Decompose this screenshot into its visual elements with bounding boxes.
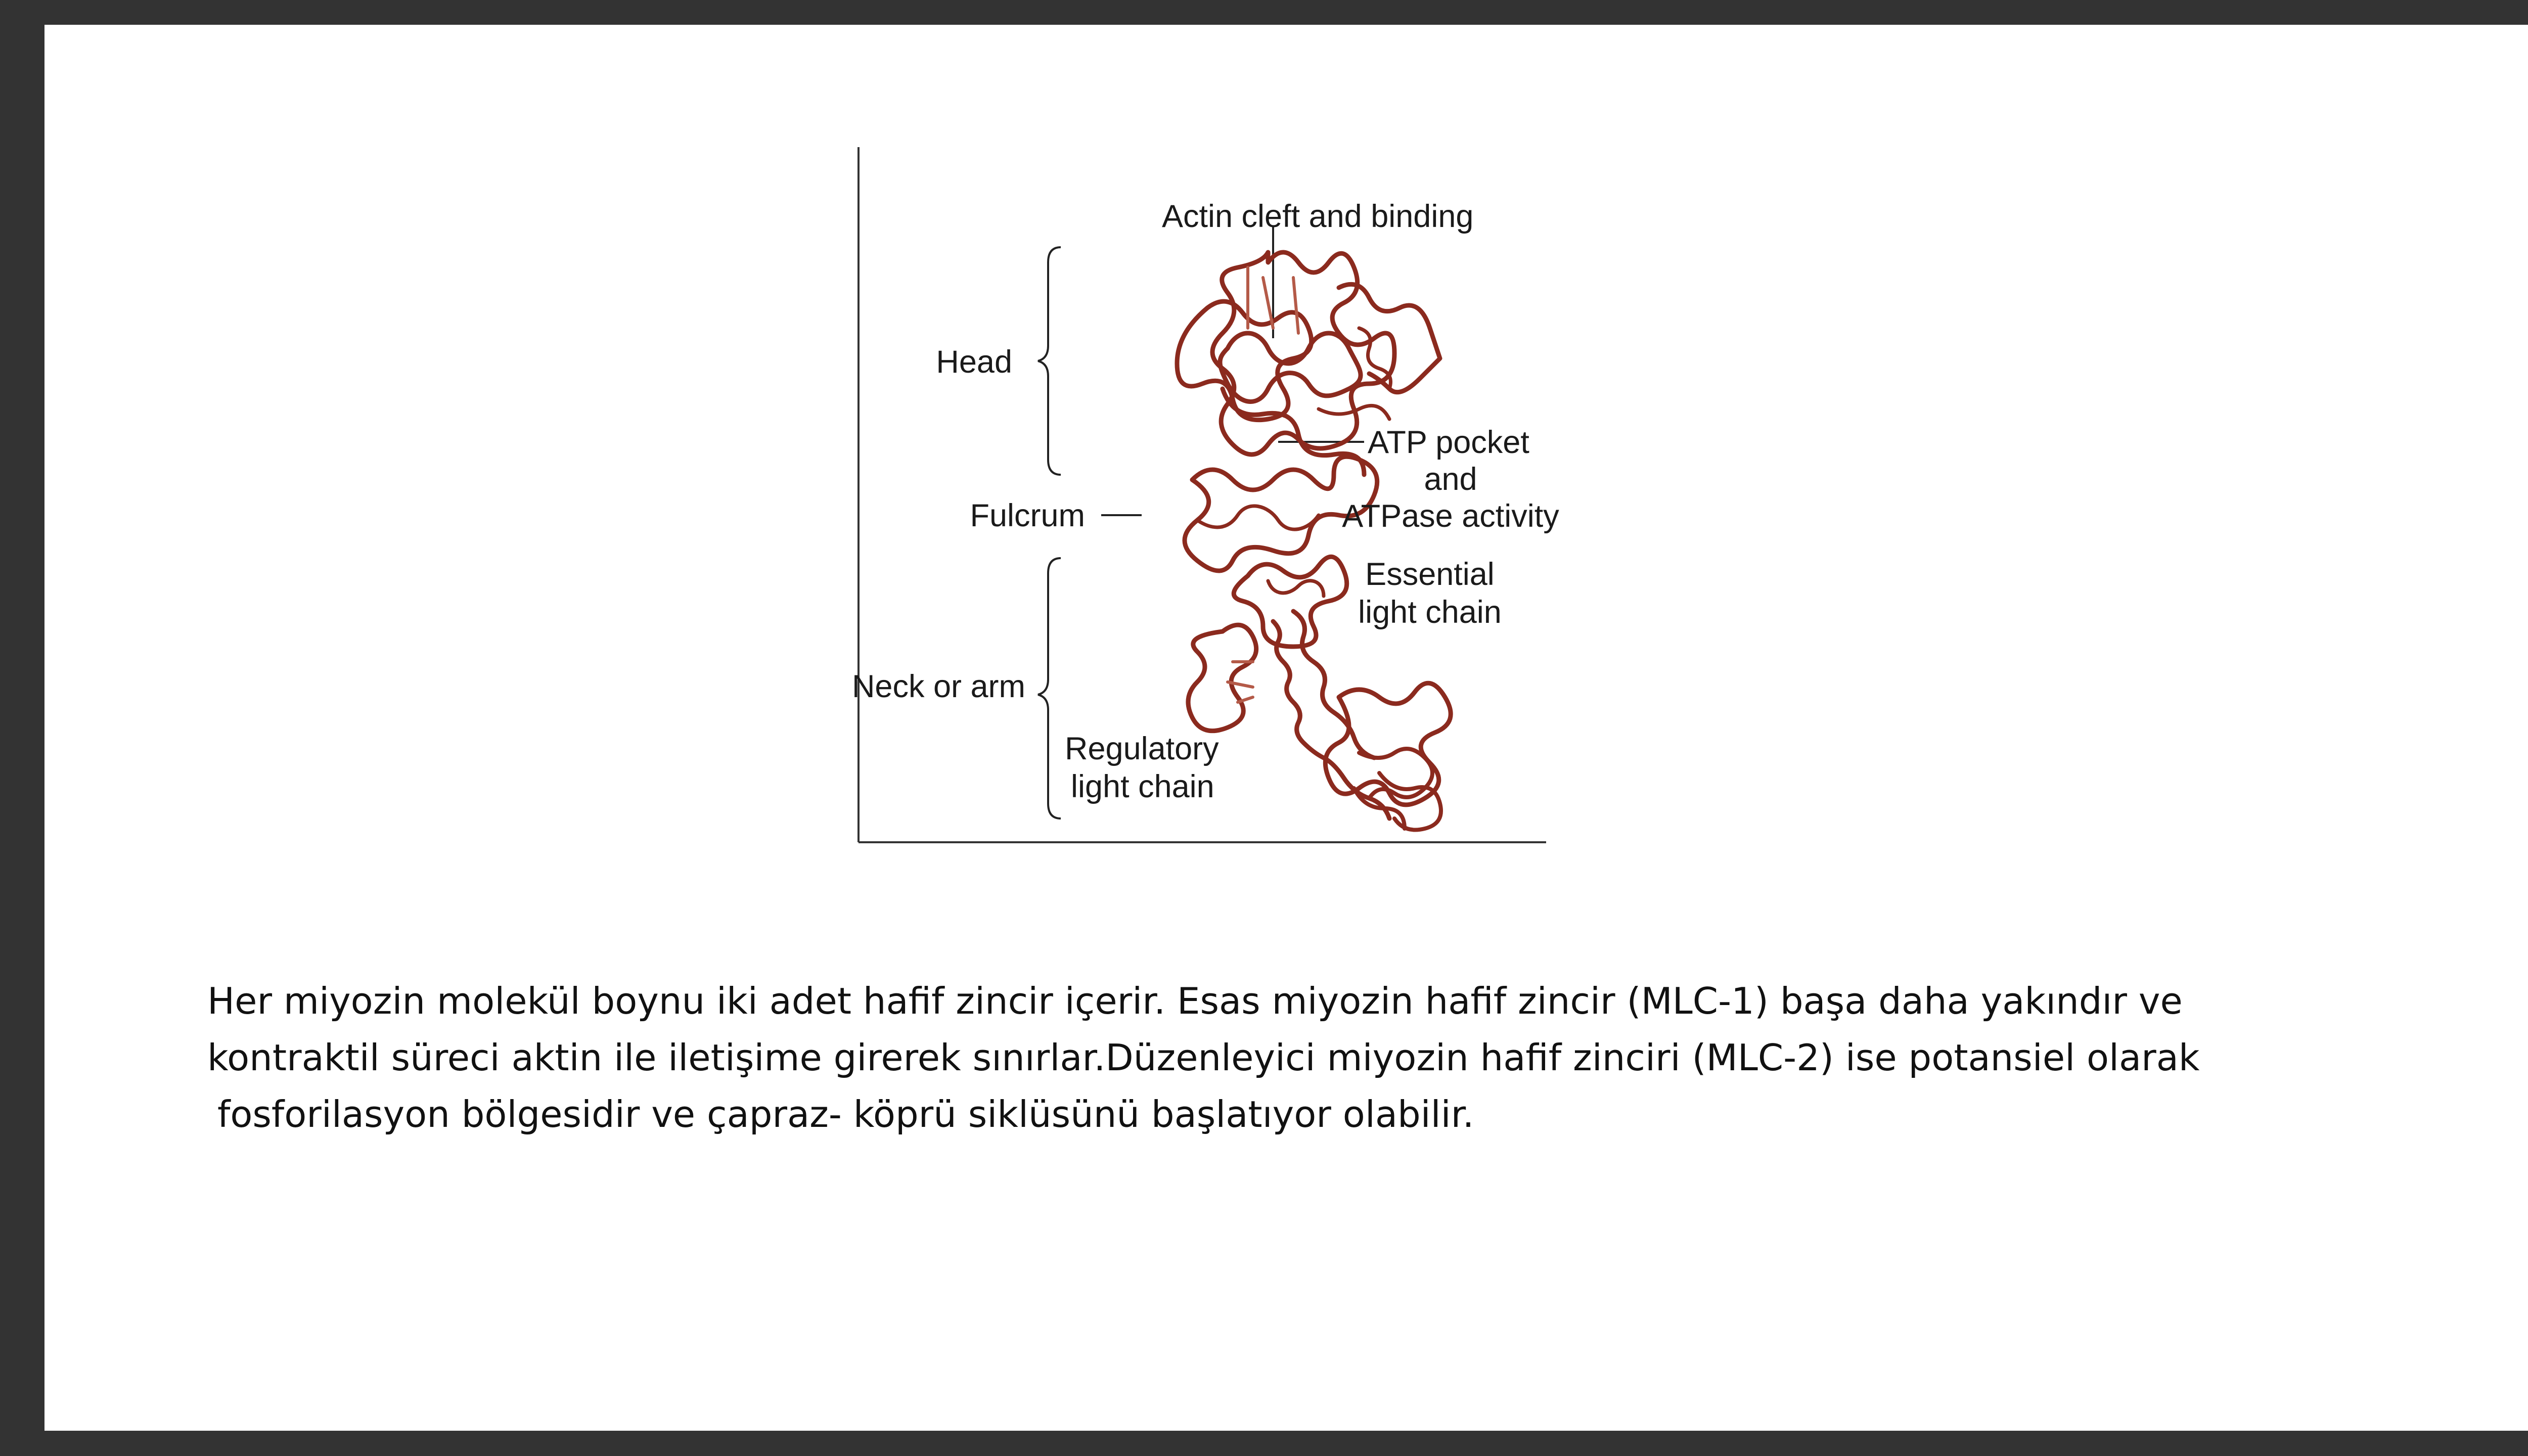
- caption-line-3: fosforilasyon bölgesidir ve çapraz- köprü siklüsünü başlatıyor olabilir.: [217, 1093, 1474, 1135]
- label-neck-or-arm: Neck or arm: [851, 669, 1025, 704]
- caption-line-2: kontraktil süreci aktin ile iletişime girerek sınırlar.Düzenleyici miyozin hafif zinciri (MLC-2) ise potansiel olarak: [207, 1036, 2200, 1079]
- label-regulatory-light-chain-2: light chain: [1071, 769, 1214, 804]
- label-head: Head: [936, 344, 1012, 380]
- label-atp-pocket: ATP pocket: [1368, 425, 1529, 460]
- slide: [44, 25, 2528, 1431]
- label-atp-and: and: [1424, 462, 1477, 497]
- neck-brace: [1038, 558, 1061, 818]
- label-regulatory-light-chain: Regulatory: [1065, 731, 1219, 766]
- myosin-diagram: [44, 25, 2528, 884]
- head-brace: [1038, 247, 1061, 475]
- caption-line-1: Her miyozin molekül boynu iki adet hafif zincir içerir. Esas miyozin hafif zincir (MLC-1) başa daha yakındır ve: [207, 980, 2183, 1022]
- label-fulcrum: Fulcrum: [970, 498, 1085, 533]
- slide-caption: [207, 973, 2482, 1143]
- label-atpase-activity: ATPase activity: [1342, 498, 1559, 534]
- label-actin-cleft: Actin cleft and binding: [1162, 199, 1474, 234]
- label-essential-light-chain: Essential: [1365, 557, 1495, 592]
- label-essential-light-chain-2: light chain: [1358, 595, 1502, 630]
